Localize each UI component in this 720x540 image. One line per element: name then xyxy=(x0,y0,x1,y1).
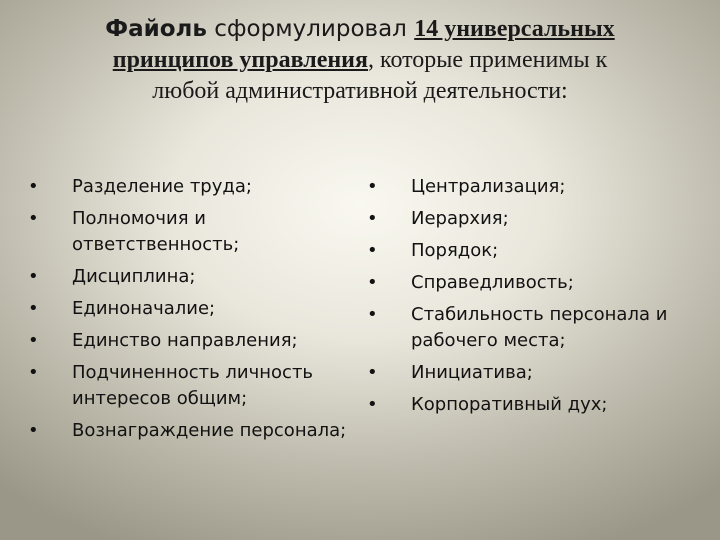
slide-title xyxy=(40,14,680,107)
bullet-icon: • xyxy=(28,362,39,383)
list-item xyxy=(28,174,348,200)
bullet-icon: • xyxy=(367,272,378,293)
list-item-label: Централизация; xyxy=(411,176,566,197)
list-item xyxy=(367,238,707,264)
list-item-label: Вознаграждение персонала; xyxy=(72,420,347,441)
list-item-label: Стабильность персонала и рабочего места; xyxy=(411,304,668,351)
list-item-label: Справедливость; xyxy=(411,272,574,293)
bullet-icon: • xyxy=(367,208,378,229)
list-item xyxy=(367,360,707,386)
title-principles: принципов управления xyxy=(112,47,368,73)
list-item-label: Разделение труда; xyxy=(72,176,252,197)
title-author: Файоль xyxy=(105,16,207,42)
list-item-label: Полномочия и ответственность; xyxy=(72,208,240,255)
bullet-icon: • xyxy=(367,362,378,383)
list-item xyxy=(28,328,348,354)
list-item-label: Дисциплина; xyxy=(72,266,196,287)
list-item-label: Единство направления; xyxy=(72,330,298,351)
list-item xyxy=(367,206,707,232)
list-item xyxy=(28,264,348,290)
list-item-label: Порядок; xyxy=(411,240,499,261)
list-item xyxy=(28,296,348,322)
list-item-label: Подчиненность личность интересов общим; xyxy=(72,362,314,409)
bullet-icon: • xyxy=(28,266,39,287)
bullet-icon: • xyxy=(28,298,39,319)
title-count: 14 универсальных xyxy=(414,16,615,42)
list-item xyxy=(367,270,707,296)
list-item xyxy=(367,302,707,354)
bullet-icon: • xyxy=(367,304,378,325)
bullet-icon: • xyxy=(28,330,39,351)
title-line-3 xyxy=(40,76,680,107)
list-item-label: Иерархия; xyxy=(411,208,509,229)
title-activity: любой административной деятельности: xyxy=(152,78,568,104)
title-applicable: , которые применимы к xyxy=(368,47,608,73)
list-item-label: Единоначалие; xyxy=(72,298,216,319)
list-item xyxy=(28,360,348,412)
list-item xyxy=(28,206,348,258)
title-line-2 xyxy=(40,45,680,76)
bullet-icon: • xyxy=(28,208,39,229)
list-item xyxy=(28,418,348,444)
list-item xyxy=(367,174,707,200)
principles-list-left xyxy=(28,174,348,450)
bullet-icon: • xyxy=(28,420,39,441)
principles-list-right xyxy=(367,174,707,424)
bullet-icon: • xyxy=(367,240,378,261)
bullet-icon: • xyxy=(367,176,378,197)
bullet-icon: • xyxy=(367,394,378,415)
bullet-icon: • xyxy=(28,176,39,197)
title-verb: сформулировал xyxy=(206,16,415,42)
list-item-label: Корпоративный дух; xyxy=(411,394,608,415)
title-line-1 xyxy=(40,14,680,45)
list-item xyxy=(367,392,707,418)
list-item-label: Инициатива; xyxy=(411,362,533,383)
